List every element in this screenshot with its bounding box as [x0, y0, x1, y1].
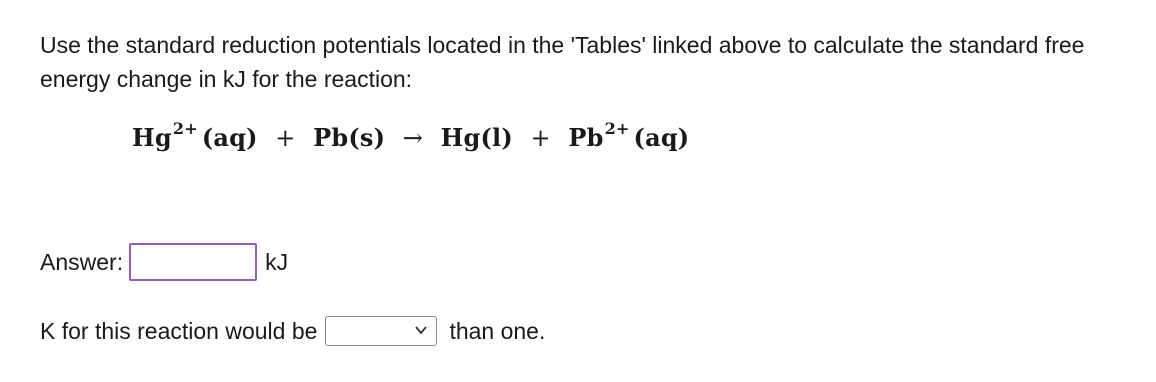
plus-sign: + — [530, 124, 551, 152]
k-statement-before: K for this reaction would be — [40, 317, 318, 344]
product-mercury: Hg(l) — [440, 123, 513, 152]
reactant-lead: Pb(s) — [313, 123, 386, 152]
reactant-mercury-charge: 2+ — [172, 119, 198, 138]
reactant-mercury-state: (aq) — [201, 123, 258, 152]
reaction-arrow: → — [402, 124, 424, 152]
reactant-mercury: Hg — [132, 123, 172, 152]
plus-sign: + — [275, 124, 296, 152]
reaction-equation — [132, 118, 689, 161]
answer-row — [40, 242, 288, 282]
answer-input[interactable] — [129, 243, 257, 281]
k-statement-row — [40, 314, 545, 348]
k-comparison-dropdown[interactable] — [325, 316, 437, 346]
answer-label: Answer: — [40, 248, 124, 275]
k-statement-after: than one. — [449, 317, 546, 344]
product-lead-charge: 2+ — [604, 119, 630, 138]
question-text: Use the standard reduction potentials located in the 'Tables' linked above to calculate the standard free energy change in kJ for the reaction: — [40, 32, 1085, 92]
chevron-down-icon — [414, 323, 428, 337]
answer-unit: kJ — [265, 248, 289, 275]
product-lead: Pb — [568, 123, 604, 152]
product-lead-state: (aq) — [633, 123, 690, 152]
